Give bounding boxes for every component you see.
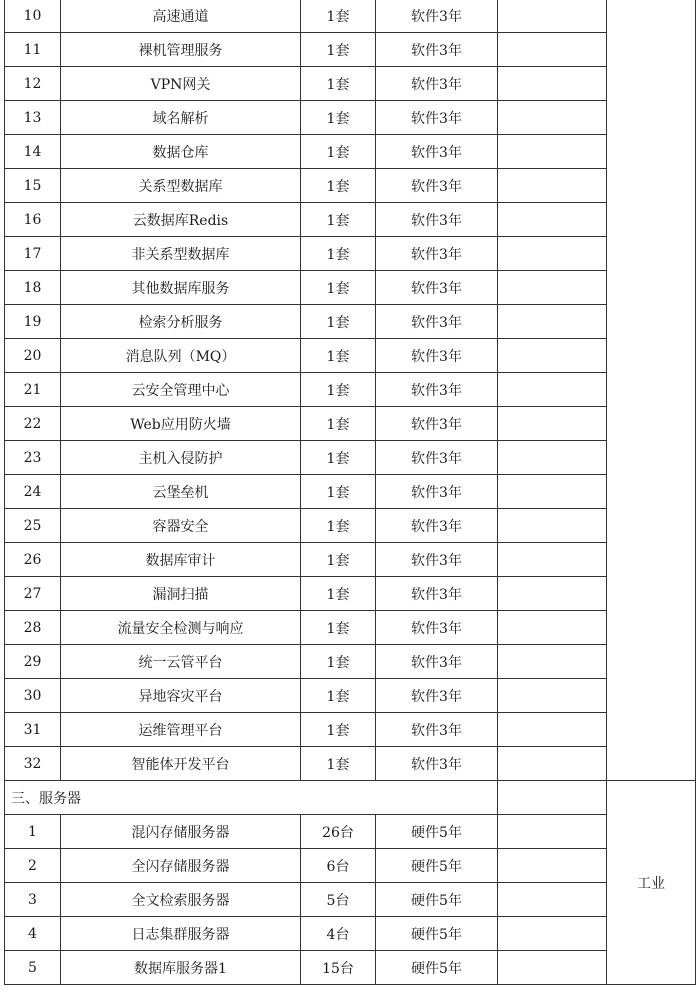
row-number: 29 [5,645,61,679]
section-title: 三、服务器 [5,781,498,815]
item-remark-cell [498,611,607,645]
item-remark-cell [498,271,607,305]
item-warranty: 软件3年 [376,373,498,407]
item-remark-cell [498,543,607,577]
table-row [5,373,696,407]
item-warranty: 硬件5年 [376,815,498,849]
equipment-table [4,0,696,985]
item-name: VPN网关 [61,67,301,101]
section-remark-cell [498,781,607,815]
item-name: 主机入侵防护 [61,441,301,475]
item-remark-cell [498,339,607,373]
item-quantity: 1套 [301,0,376,33]
item-warranty: 软件3年 [376,679,498,713]
row-number: 22 [5,407,61,441]
row-number: 26 [5,543,61,577]
row-number: 18 [5,271,61,305]
item-remark-cell [498,101,607,135]
item-warranty: 软件3年 [376,237,498,271]
row-number: 30 [5,679,61,713]
item-warranty: 软件3年 [376,271,498,305]
item-warranty: 软件3年 [376,577,498,611]
table-row [5,339,696,373]
row-number: 16 [5,203,61,237]
item-name: 裸机管理服务 [61,33,301,67]
item-quantity: 1套 [301,33,376,67]
table-row [5,645,696,679]
item-warranty: 软件3年 [376,339,498,373]
item-quantity: 1套 [301,407,376,441]
table-row [5,67,696,101]
item-name: 消息队列（MQ） [61,339,301,373]
item-name: 漏洞扫描 [61,577,301,611]
table-row [5,611,696,645]
item-remark-cell [498,135,607,169]
item-warranty: 软件3年 [376,0,498,33]
item-quantity: 1套 [301,713,376,747]
table-row [5,101,696,135]
item-name: Web应用防火墙 [61,407,301,441]
item-warranty: 软件3年 [376,509,498,543]
item-name: 域名解析 [61,101,301,135]
table-row [5,849,696,883]
table-row [5,883,696,917]
item-quantity: 1套 [301,305,376,339]
item-quantity: 1套 [301,339,376,373]
item-name: 其他数据库服务 [61,271,301,305]
table-row [5,407,696,441]
section-row [5,781,696,815]
item-name: 数据库审计 [61,543,301,577]
table-row [5,679,696,713]
item-warranty: 软件3年 [376,645,498,679]
row-number: 23 [5,441,61,475]
item-name: 流量安全检测与响应 [61,611,301,645]
table-row [5,747,696,781]
table-row [5,169,696,203]
row-number: 17 [5,237,61,271]
item-name: 异地容灾平台 [61,679,301,713]
row-number: 24 [5,475,61,509]
row-number: 32 [5,747,61,781]
item-name: 全文检索服务器 [61,883,301,917]
item-name: 统一云管平台 [61,645,301,679]
item-name: 云安全管理中心 [61,373,301,407]
item-name: 非关系型数据库 [61,237,301,271]
item-quantity: 1套 [301,441,376,475]
item-warranty: 软件3年 [376,713,498,747]
table-row [5,543,696,577]
table-row [5,237,696,271]
item-remark-cell [498,577,607,611]
table-row [5,815,696,849]
table-row [5,441,696,475]
item-remark-cell [498,645,607,679]
item-quantity: 1套 [301,679,376,713]
item-quantity: 1套 [301,169,376,203]
item-warranty: 软件3年 [376,475,498,509]
item-warranty: 软件3年 [376,543,498,577]
table-row [5,509,696,543]
row-number: 14 [5,135,61,169]
table-row [5,33,696,67]
item-name: 云堡垒机 [61,475,301,509]
row-number: 4 [5,917,61,951]
item-name: 运维管理平台 [61,713,301,747]
row-number: 10 [5,0,61,33]
item-remark-cell [498,441,607,475]
item-remark-cell [498,849,607,883]
item-warranty: 软件3年 [376,747,498,781]
item-warranty: 软件3年 [376,135,498,169]
table-row [5,0,696,33]
item-quantity: 1套 [301,237,376,271]
item-quantity: 15台 [301,951,376,985]
item-warranty: 硬件5年 [376,917,498,951]
table-row [5,475,696,509]
item-remark-cell [498,815,607,849]
table-row [5,305,696,339]
item-quantity: 6台 [301,849,376,883]
item-remark-cell [498,203,607,237]
item-name: 检索分析服务 [61,305,301,339]
row-number: 20 [5,339,61,373]
item-quantity: 26台 [301,815,376,849]
server-group-label: 工业 [607,781,696,985]
item-quantity: 1套 [301,645,376,679]
item-quantity: 1套 [301,611,376,645]
row-number: 19 [5,305,61,339]
row-number: 3 [5,883,61,917]
item-quantity: 1套 [301,475,376,509]
item-remark-cell [498,713,607,747]
group-cell-software [607,0,696,781]
table-row [5,203,696,237]
item-warranty: 软件3年 [376,101,498,135]
row-number: 2 [5,849,61,883]
row-number: 12 [5,67,61,101]
item-quantity: 1套 [301,373,376,407]
row-number: 31 [5,713,61,747]
item-warranty: 硬件5年 [376,849,498,883]
item-name: 数据仓库 [61,135,301,169]
item-warranty: 软件3年 [376,305,498,339]
item-quantity: 1套 [301,271,376,305]
item-quantity: 5台 [301,883,376,917]
item-name: 智能体开发平台 [61,747,301,781]
item-warranty: 软件3年 [376,203,498,237]
row-number: 21 [5,373,61,407]
item-name: 日志集群服务器 [61,917,301,951]
equipment-table-body [5,0,696,985]
item-warranty: 软件3年 [376,33,498,67]
table-row [5,135,696,169]
row-number: 1 [5,815,61,849]
table-row [5,713,696,747]
item-warranty: 软件3年 [376,441,498,475]
item-warranty: 硬件5年 [376,951,498,985]
table-row [5,951,696,985]
item-remark-cell [498,475,607,509]
item-quantity: 1套 [301,509,376,543]
item-warranty: 软件3年 [376,611,498,645]
item-quantity: 1套 [301,101,376,135]
item-remark-cell [498,747,607,781]
item-warranty: 硬件5年 [376,883,498,917]
item-name: 高速通道 [61,0,301,33]
item-name: 数据库服务器1 [61,951,301,985]
item-remark-cell [498,373,607,407]
item-remark-cell [498,679,607,713]
item-remark-cell [498,33,607,67]
item-remark-cell [498,509,607,543]
item-remark-cell [498,407,607,441]
item-quantity: 1套 [301,203,376,237]
item-quantity: 1套 [301,67,376,101]
item-warranty: 软件3年 [376,407,498,441]
item-remark-cell [498,305,607,339]
table-row [5,271,696,305]
item-quantity: 1套 [301,747,376,781]
item-remark-cell [498,237,607,271]
row-number: 13 [5,101,61,135]
item-remark-cell [498,951,607,985]
table-row [5,577,696,611]
item-quantity: 1套 [301,543,376,577]
item-warranty: 软件3年 [376,169,498,203]
item-remark-cell [498,67,607,101]
row-number: 11 [5,33,61,67]
row-number: 25 [5,509,61,543]
item-name: 混闪存储服务器 [61,815,301,849]
row-number: 28 [5,611,61,645]
row-number: 5 [5,951,61,985]
item-quantity: 1套 [301,577,376,611]
item-quantity: 1套 [301,135,376,169]
item-remark-cell [498,0,607,33]
item-remark-cell [498,917,607,951]
item-remark-cell [498,883,607,917]
item-name: 全闪存储服务器 [61,849,301,883]
table-row [5,917,696,951]
item-remark-cell [498,169,607,203]
row-number: 15 [5,169,61,203]
item-name: 容器安全 [61,509,301,543]
item-quantity: 4台 [301,917,376,951]
item-name: 关系型数据库 [61,169,301,203]
item-warranty: 软件3年 [376,67,498,101]
row-number: 27 [5,577,61,611]
item-name: 云数据库Redis [61,203,301,237]
